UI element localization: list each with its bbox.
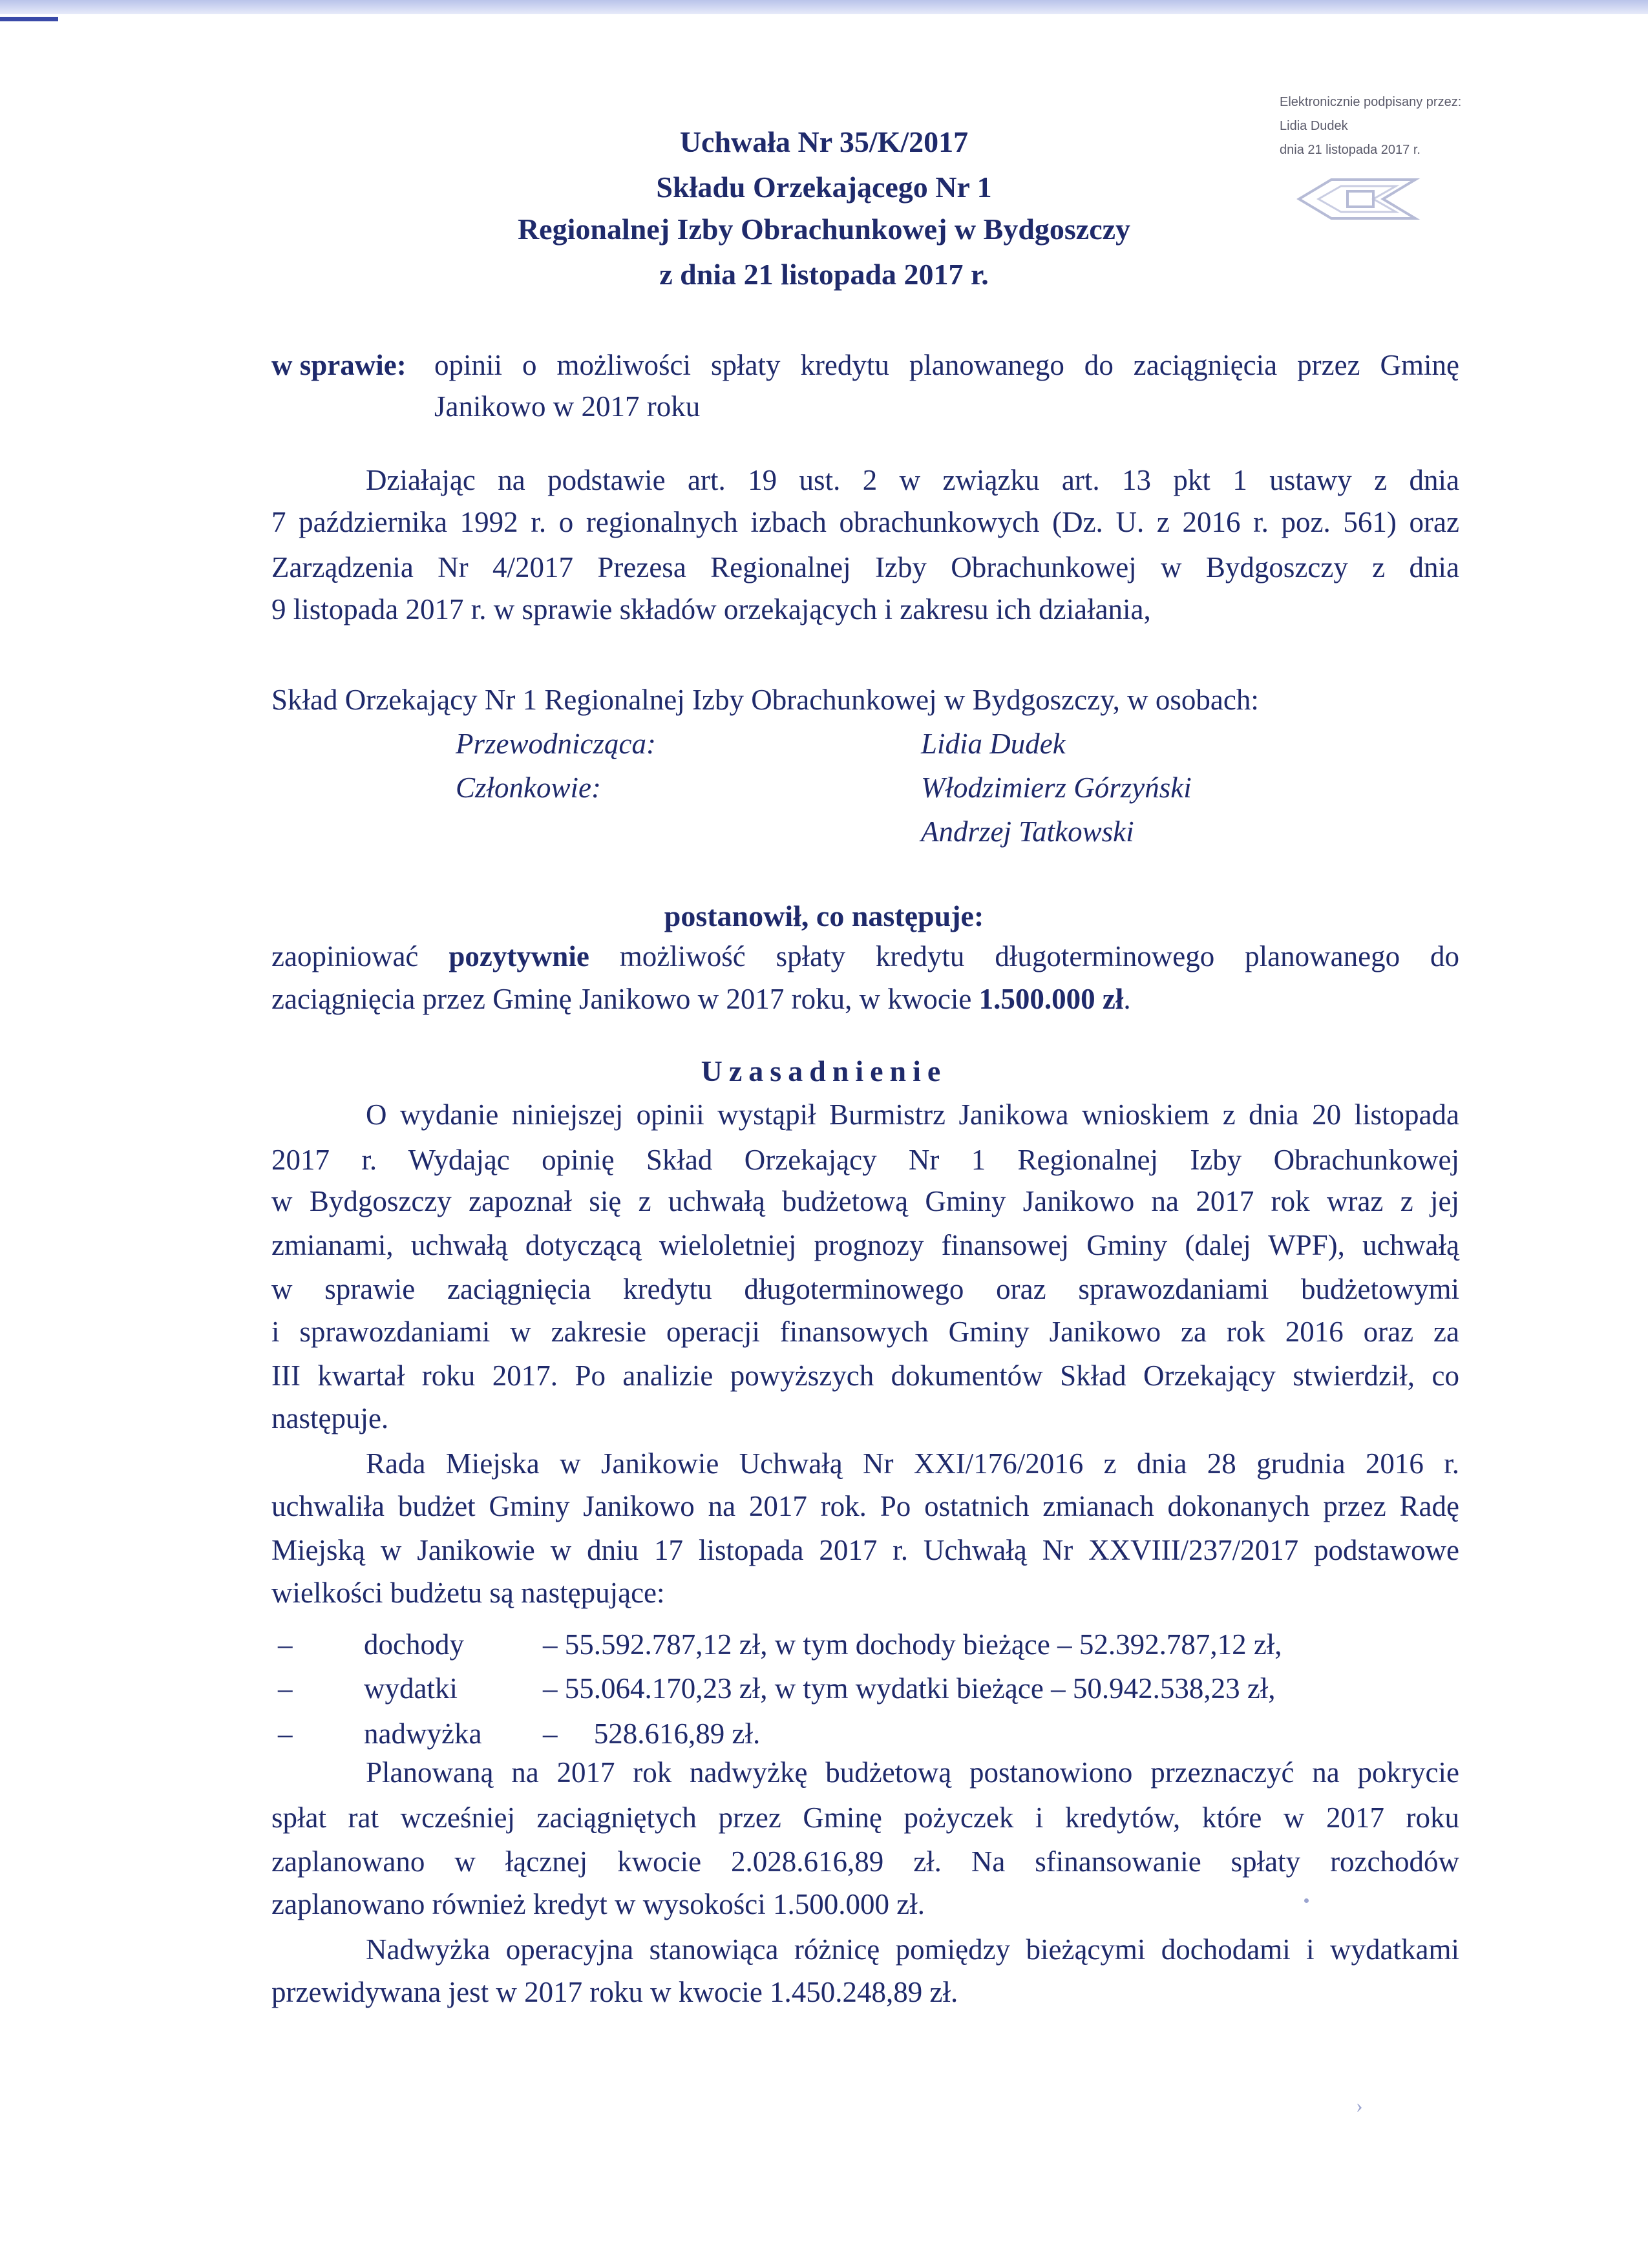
justification-line: zaplanowano również kredyt w wysokości 1.500.000 zł. — [271, 1888, 925, 1920]
justification-line: przewidywana jest w 2017 roku w kwocie 1.450.248,89 zł. — [271, 1976, 958, 2008]
decision-line: zaciągnięcia przez Gminę Janikowo w 2017 roku, w kwocie 1.500.000 zł. — [271, 983, 1131, 1015]
basis-line: Działając na podstawie art. 19 ust. 2 w związku art. 13 pkt 1 ustawy z dnia — [366, 464, 1459, 496]
resolution-number: Uchwała Nr 35/K/2017 — [679, 125, 969, 158]
scan-edge — [0, 0, 1648, 14]
budget-dash: – — [278, 1717, 293, 1750]
panel-intro: Skład Orzekający Nr 1 Regionalnej Izby Obrachunkowej w Bydgoszczy, w osobach: — [271, 684, 1259, 716]
justification-line: zmianami, uchwałą dotyczącą wieloletniej prognozy finansowej Gminy (dalej WPF), uchwałą — [271, 1229, 1459, 1261]
resolution-date: z dnia 21 listopada 2017 r. — [659, 258, 989, 291]
member-name: Włodzimierz Górzyński — [921, 772, 1192, 804]
signature-signer: Lidia Dudek — [1280, 119, 1348, 133]
justification-line: spłat rat wcześniej zaciągniętych przez Gminę pożyczek i kredytów, które w 2017 roku — [271, 1801, 1459, 1834]
chair-name: Lidia Dudek — [921, 728, 1066, 760]
budget-dash: – — [278, 1628, 293, 1661]
subject-line: opinii o możliwości spłaty kredytu planowanego do zaciągnięcia przez Gminę — [434, 349, 1459, 381]
scan-mark — [0, 17, 58, 21]
decision-line: zaopiniować pozytywnie możliwość spłaty kredytu długoterminowego planowanego do — [271, 940, 1460, 972]
member-name: Andrzej Tatkowski — [921, 815, 1134, 848]
budget-label: wydatki — [364, 1672, 458, 1705]
budget-label: nadwyżka — [364, 1717, 482, 1750]
justification-line: i sprawozdaniami w zakresie operacji finansowych Gminy Janikowo za rok 2016 oraz za — [271, 1316, 1459, 1348]
justification-line: Rada Miejska w Janikowie Uchwałą Nr XXI/176/2016 z dnia 28 grudnia 2016 r. — [366, 1447, 1459, 1480]
justification-heading: Uzasadnienie — [701, 1055, 947, 1087]
justification-line: Planowaną na 2017 rok nadwyżkę budżetową postanowiono przeznaczyć na pokrycie — [366, 1756, 1459, 1789]
justification-line: zaplanowano w łącznej kwocie 2.028.616,89 zł. Na sfinansowanie spłaty rozchodów — [271, 1845, 1459, 1878]
chamber-name: Regionalnej Izby Obrachunkowej w Bydgoszczy — [517, 213, 1131, 246]
scan-speck — [1304, 1898, 1309, 1903]
chair-label: Przewodnicząca: — [456, 728, 656, 760]
scan-speck: › — [1356, 2094, 1363, 2117]
basis-line: Zarządzenia Nr 4/2017 Prezesa Regionalnej Izby Obrachunkowej w Bydgoszczy z dnia — [271, 551, 1459, 583]
basis-line: 9 listopada 2017 r. w sprawie składów orzekających i zakresu ich działania, — [271, 593, 1151, 625]
subject-line: Janikowo w 2017 roku — [434, 390, 701, 423]
justification-line: Miejską w Janikowie w dniu 17 listopada 2017 r. Uchwałą Nr XXVIII/237/2017 podstawowe — [271, 1534, 1459, 1566]
budget-label: dochody — [364, 1628, 464, 1661]
justification-line: III kwartał roku 2017. Po analizie powyższych dokumentów Skład Orzekający stwierdził, co — [271, 1360, 1459, 1392]
justification-line: uchwaliła budżet Gminy Janikowo na 2017 rok. Po ostatnich zmianach dokonanych przez Radę — [271, 1490, 1459, 1522]
signature-date: dnia 21 listopada 2017 r. — [1280, 143, 1421, 157]
panel-title: Składu Orzekającego Nr 1 — [656, 171, 992, 204]
subject-label: w sprawie: — [271, 349, 407, 381]
budget-value: – 528.616,89 zł. — [543, 1717, 761, 1750]
justification-line: Nadwyżka operacyjna stanowiąca różnicę pomiędzy bieżącymi dochodami i wydatkami — [366, 1933, 1459, 1966]
basis-line: 7 października 1992 r. o regionalnych izbach obrachunkowych (Dz. U. z 2016 r. poz. 561) oraz — [271, 506, 1459, 538]
budget-value: – 55.064.170,23 zł, w tym wydatki bieżące – 50.942.538,23 zł, — [543, 1672, 1276, 1705]
justification-line: w Bydgoszczy zapoznał się z uchwałą budżetową Gminy Janikowo na 2017 rok wraz z jej — [271, 1185, 1459, 1217]
justification-line: w sprawie zaciągnięcia kredytu długoterminowego oraz sprawozdaniami budżetowymi — [271, 1273, 1459, 1305]
signature-line: Elektronicznie podpisany przez: — [1280, 95, 1462, 109]
justification-line: 2017 r. Wydając opinię Skład Orzekający Nr 1 Regionalnej Izby Obrachunkowej — [271, 1144, 1459, 1176]
decision-heading: postanowił, co następuje: — [664, 899, 984, 932]
budget-dash: – — [278, 1672, 293, 1705]
justification-line: O wydanie niniejszej opinii wystąpił Burmistrz Janikowa wnioskiem z dnia 20 listopada — [366, 1098, 1459, 1131]
justification-line: następuje. — [271, 1402, 389, 1434]
budget-value: – 55.592.787,12 zł, w tym dochody bieżące – 52.392.787,12 zł, — [543, 1628, 1282, 1661]
members-label: Członkowie: — [456, 772, 601, 804]
justification-line: wielkości budżetu są następujące: — [271, 1577, 665, 1609]
